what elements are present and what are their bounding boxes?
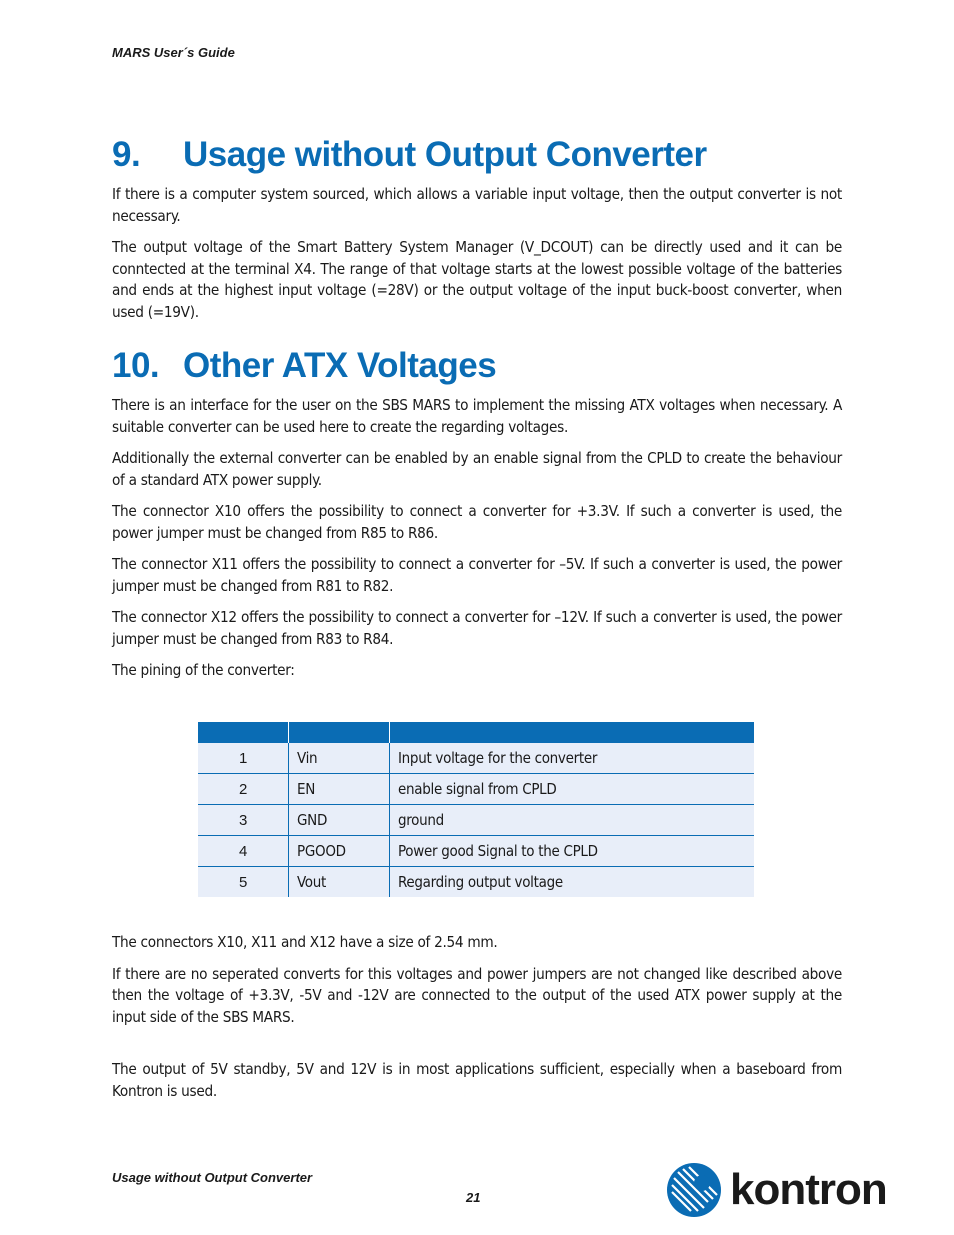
pin-cell: 1 — [198, 743, 289, 774]
paragraph: There is an interface for the user on the SBS MARS to implement the missing ATX voltages when necessary. A suitable converter can be used here to create the regarding voltages. — [112, 396, 842, 436]
table-row — [198, 774, 754, 805]
description-cell: ground — [390, 805, 755, 836]
table-header-row — [198, 722, 754, 743]
table-header-cell — [289, 722, 390, 743]
after-table-content — [112, 932, 842, 1112]
paragraph: The output voltage of the Smart Battery System Manager (V_DCOUT) can be directly used and it can be conntected at the terminal X4. The range of that voltage starts at the lowest possible voltage of the batteries and ends at the highest input voltage (=28V) or the output voltage of the input buck-boost converter, when used (=19V). — [112, 238, 842, 321]
kontron-wordmark: kontron — [730, 1165, 887, 1214]
description-cell: Input voltage for the converter — [390, 743, 755, 774]
section-10-title: Other ATX Voltages — [183, 346, 497, 385]
section-9-title: Usage without Output Converter — [183, 135, 707, 174]
paragraph: The connectors X10, X11 and X12 have a size of 2.54 mm. — [112, 933, 498, 951]
signal-cell: Vin — [289, 743, 390, 774]
table-row — [198, 836, 754, 867]
section-9-number: 9. — [112, 135, 141, 174]
paragraph: Additionally the external converter can be enabled by an enable signal from the CPLD to create the behaviour of a standard ATX power supply. — [112, 449, 842, 489]
table-header-cell — [390, 722, 755, 743]
description-cell: Regarding output voltage — [390, 867, 755, 898]
paragraph: If there are no seperated converts for this voltages and power jumpers are not changed like described above then the voltage of +3.3V, -5V and -12V are connected to the output of the used ATX power supply at the input side of the SBS MARS. — [112, 964, 842, 1026]
description-cell: Power good Signal to the CPLD — [390, 836, 755, 867]
table-row — [198, 867, 754, 898]
section-9-heading — [112, 132, 842, 178]
description-cell: enable signal from CPLD — [390, 774, 755, 805]
main-content — [112, 132, 842, 692]
pin-cell: 4 — [198, 836, 289, 867]
table-row — [198, 805, 754, 836]
pin-cell: 2 — [198, 774, 289, 805]
table-header-cell — [198, 722, 289, 743]
pin-table — [198, 722, 754, 897]
paragraph: The output of 5V standby, 5V and 12V is in most applications sufficient, especially when a baseboard from Kontron is used. — [112, 1060, 842, 1100]
table-row — [198, 743, 754, 774]
paragraph: If there is a computer system sourced, which allows a variable input voltage, then the output converter is not necessary. — [112, 185, 842, 225]
kontron-logo-icon — [664, 1160, 724, 1220]
pin-cell: 5 — [198, 867, 289, 898]
running-footer: Usage without Output Converter — [112, 1170, 313, 1185]
page-number: 21 — [466, 1190, 481, 1205]
paragraph: The connector X12 offers the possibility to connect a converter for –12V. If such a converter is used, the power jumper must be changed from R83 to R84. — [112, 608, 842, 648]
signal-cell: EN — [289, 774, 390, 805]
section-10-heading — [112, 343, 842, 389]
section-10-number: 10. — [112, 346, 160, 385]
paragraph: The connector X11 offers the possibility to connect a converter for –5V. If such a converter is used, the power jumper must be changed from R81 to R82. — [112, 555, 842, 595]
signal-cell: Vout — [289, 867, 390, 898]
paragraph: The pining of the converter: — [112, 661, 295, 679]
signal-cell: PGOOD — [289, 836, 390, 867]
pin-cell: 3 — [198, 805, 289, 836]
paragraph: The connector X10 offers the possibility to connect a converter for +3.3V. If such a converter is used, the power jumper must be changed from R85 to R86. — [112, 502, 842, 542]
running-header: MARS User´s Guide — [112, 45, 235, 60]
signal-cell: GND — [289, 805, 390, 836]
kontron-logo — [664, 1160, 928, 1220]
